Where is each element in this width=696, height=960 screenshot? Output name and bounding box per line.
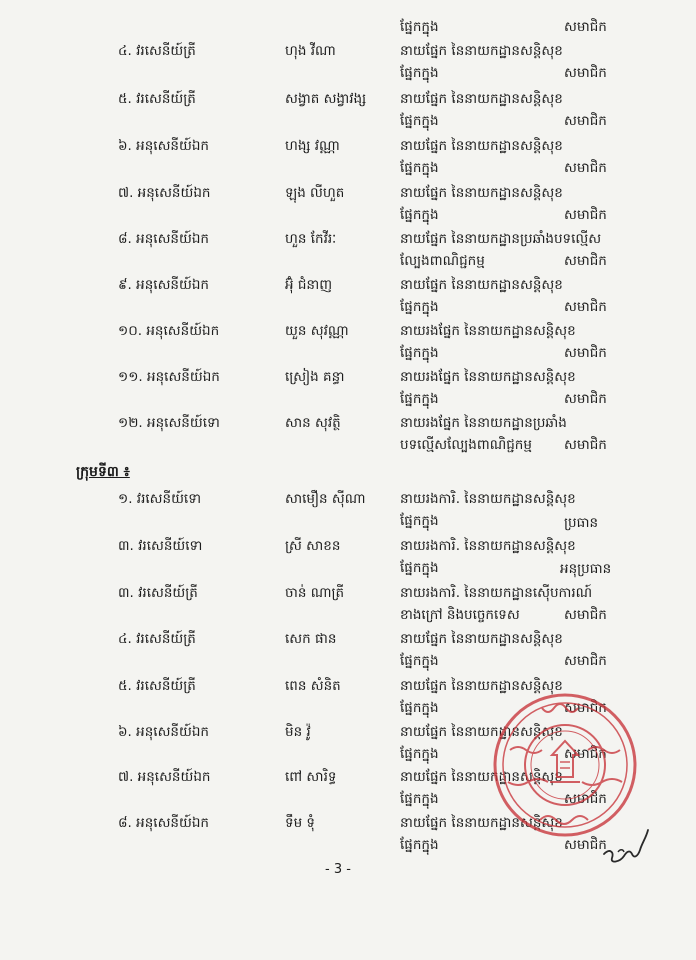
member-position-cont: ផ្នែកក្នុង [400, 391, 439, 407]
member-rank: ៣. វរសេនីយ៍ទោ [118, 538, 203, 554]
member-position: នាយរងការិ. នៃនាយកដ្ឋានស៊ើបការណ៍ [400, 585, 593, 601]
group3-heading: ក្រុមទី៣ ៖ [76, 464, 130, 480]
member-position: នាយផ្នែក នៃនាយកដ្ឋានសន្តិសុខ [400, 138, 563, 154]
member-rank: ៦. អនុសេនីយ៍ឯក [118, 138, 209, 154]
member-position: នាយផ្នែក នៃនាយកដ្ឋានសន្តិសុខ [400, 769, 563, 785]
member-position-cont: ផ្នែកក្នុង [400, 299, 439, 315]
fragment-position: ផ្នែកក្នុង [400, 19, 439, 35]
member-position-cont: ផ្នែកក្នុង [400, 207, 439, 223]
member-name: ចាន់ ណាត្រី [285, 585, 345, 601]
member-rank: ៤. វរសេនីយ៍ត្រី [118, 631, 196, 647]
member-role: សមាជិក [564, 253, 607, 269]
member-role: សមាជិក [564, 437, 607, 453]
member-position-cont: ផ្នែកក្នុង [400, 65, 439, 81]
member-position: នាយផ្នែក នៃនាយកដ្ឋានសន្តិសុខ [400, 277, 563, 293]
member-name: ពេន សំនិត [285, 678, 341, 694]
member-position: នាយផ្នែក នៃនាយកដ្ឋានសន្តិសុខ [400, 678, 563, 694]
member-name: ពៅ សារិទ្ធ [285, 769, 337, 785]
member-position: នាយផ្នែក នៃនាយកដ្ឋានសន្តិសុខ [400, 815, 563, 831]
member-position-cont: ផ្នែកក្នុង [400, 345, 439, 361]
member-position-cont: បទល្មើសល្បែងពាណិជ្ជកម្ម [400, 437, 532, 453]
member-position: នាយផ្នែក នៃនាយកដ្ឋានសន្តិសុខ [400, 43, 563, 59]
member-rank: ៣. វរសេនីយ៍ត្រី [118, 585, 198, 601]
member-rank: ៨. អនុសេនីយ៍ឯក [118, 815, 209, 831]
member-position-cont: ផ្នែកក្នុង [400, 113, 439, 129]
member-position: នាយរងផ្នែក នៃនាយកដ្ឋានសន្តិសុខ [400, 369, 576, 385]
member-rank: ៦. អនុសេនីយ៍ឯក [118, 724, 209, 740]
member-position: នាយផ្នែក នៃនាយកដ្ឋានសន្តិសុខ [400, 91, 563, 107]
member-role: សមាជិក [564, 345, 607, 361]
member-role: អនុប្រធាន [560, 561, 612, 577]
member-role: សមាជិក [564, 65, 607, 81]
member-position-cont: ផ្នែកក្នុង [400, 700, 439, 716]
member-name: សាមឿន ស៊ីណា [285, 491, 366, 507]
member-position-cont: ផ្នែកក្នុង [400, 653, 439, 669]
member-role: សមាជិក [564, 391, 607, 407]
member-name: សាន សុវត្ថិ [285, 415, 341, 431]
member-role: សមាជិក [564, 160, 607, 176]
member-rank: ៥. វរសេនីយ៍ត្រី [118, 91, 196, 107]
fragment-role: សមាជិក [564, 19, 607, 35]
member-role: សមាជិក [564, 837, 607, 853]
member-name: ស្រី សាខន [285, 538, 341, 554]
member-rank: ១២. អនុសេនីយ៍ទោ [118, 415, 220, 431]
member-role: សមាជិក [564, 207, 607, 223]
member-rank: ៧. អនុសេនីយ៍ឯក [118, 185, 211, 201]
member-rank: ១១. អនុសេនីយ៍ឯក [118, 369, 220, 385]
member-position-cont: ល្បែងពាណិជ្ជកម្ម [400, 253, 485, 269]
member-rank: ១. វរសេនីយ៍ទោ [118, 491, 202, 507]
member-role: សមាជិក [564, 299, 607, 315]
member-role: សមាជិក [564, 791, 607, 807]
member-role: សមាជិក [564, 607, 607, 623]
member-name: សង្វាត សង្វាវង្ស [285, 91, 367, 107]
member-name: ឡុង លីហួត [285, 185, 345, 201]
member-name: អ៊ុំ ជំនាញ [285, 277, 333, 293]
member-position: នាយរងផ្នែក នៃនាយកដ្ឋានសន្តិសុខ [400, 323, 576, 339]
member-rank: ៩. អនុសេនីយ៍ឯក [118, 277, 209, 293]
member-role: សមាជិក [564, 653, 607, 669]
member-role: សមាជិក [564, 700, 607, 716]
member-position-cont: ផ្នែកក្នុង [400, 791, 439, 807]
member-position-cont: ផ្នែកក្នុង [400, 160, 439, 176]
member-rank: ៥. វរសេនីយ៍ត្រី [118, 678, 196, 694]
member-rank: ៨. អនុសេនីយ៍ឯក [118, 231, 209, 247]
member-position: នាយផ្នែក នៃនាយកដ្ឋានសន្តិសុខ [400, 185, 563, 201]
member-name: យួន សុវណ្ណា [285, 323, 349, 339]
member-name: មិន វ៉ូ [285, 724, 311, 740]
member-position: នាយផ្នែក នៃនាយកដ្ឋានសន្តិសុខ [400, 724, 563, 740]
member-position: នាយរងផ្នែក នៃនាយកដ្ឋានប្រឆាំង [400, 415, 567, 431]
member-role: ប្រធាន [564, 515, 599, 531]
member-position-cont: ខាងក្រៅ និងបច្ចេកទេស [400, 607, 520, 623]
member-position-cont: ផ្នែកក្នុង [400, 513, 439, 529]
member-name: សេក ផាន [285, 631, 337, 647]
member-position: នាយរងការិ. នៃនាយកដ្ឋានសន្តិសុខ [400, 538, 576, 554]
member-position-cont: ផ្នែកក្នុង [400, 746, 439, 762]
member-rank: ៧. អនុសេនីយ៍ឯក [118, 769, 211, 785]
member-position-cont: ផ្នែកក្នុង [400, 560, 439, 576]
member-name: ហួន កែវីរៈ [285, 231, 337, 247]
member-role: សមាជិក [564, 746, 607, 762]
member-name: ស្រៀង គន្ធា [285, 369, 345, 385]
member-name: ទឹម ទុំ [285, 815, 315, 831]
member-role: សមាជិក [564, 113, 607, 129]
member-position: នាយផ្នែក នៃនាយកដ្ឋានប្រឆាំងបទល្មើស [400, 231, 602, 247]
member-name: ហង្ស វណ្ណា [285, 138, 340, 154]
member-name: ហុង វីណា [285, 43, 336, 59]
member-rank: ៤. វរសេនីយ៍ត្រី [118, 43, 196, 59]
signature-icon [600, 828, 650, 866]
member-position-cont: ផ្នែកក្នុង [400, 837, 439, 853]
official-seal-icon [490, 690, 640, 840]
member-rank: ១០. អនុសេនីយ៍ឯក [118, 323, 220, 339]
member-position: នាយរងការិ. នៃនាយកដ្ឋានសន្តិសុខ [400, 491, 576, 507]
member-position: នាយផ្នែក នៃនាយកដ្ឋានសន្តិសុខ [400, 631, 563, 647]
page-number: - 3 - [325, 862, 351, 877]
